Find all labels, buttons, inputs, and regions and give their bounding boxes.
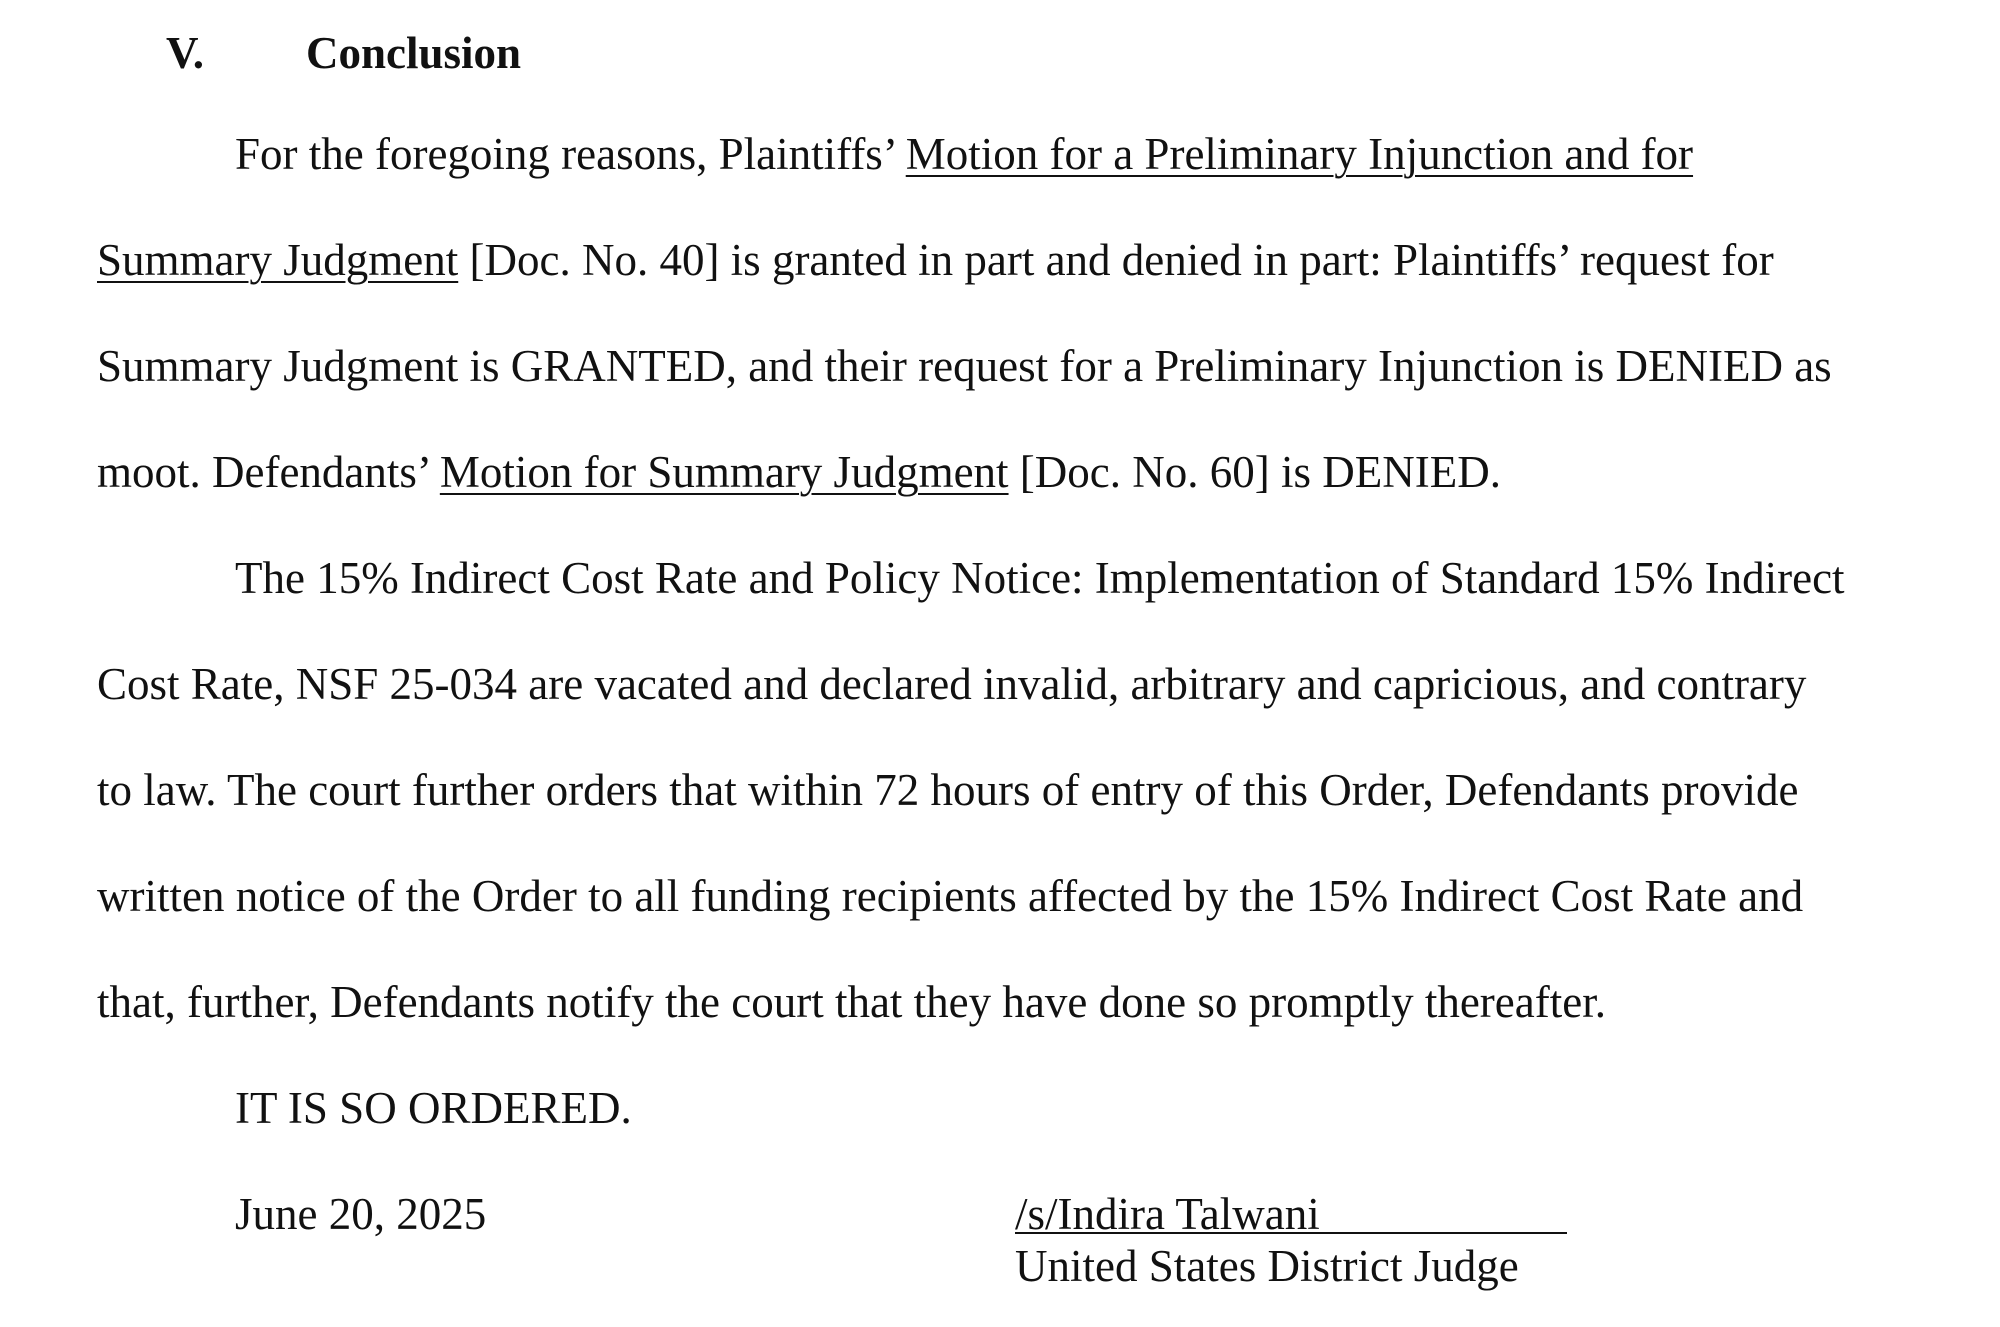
judge-signature: /s/Indira Talwani bbox=[1015, 1189, 1320, 1239]
paragraph-2-line-5: that, further, Defendants notify the court that they have done so promptly thereafter. bbox=[97, 977, 1606, 1027]
text-run: [Doc. No. 60] is DENIED. bbox=[1008, 447, 1501, 497]
paragraph-2-line-3: to law. The court further orders that within 72 hours of entry of this Order, Defendants provide bbox=[97, 765, 1799, 815]
section-title: Conclusion bbox=[306, 28, 522, 78]
order-date: June 20, 2025 bbox=[235, 1189, 487, 1239]
paragraph-1-line-3: Summary Judgment is GRANTED, and their request for a Preliminary Injunction is DENIED as bbox=[97, 341, 1832, 391]
paragraph-1-line-1 bbox=[235, 128, 1693, 180]
motion-title-underlined: Motion for Summary Judgment bbox=[439, 447, 1009, 497]
paragraph-1-line-2 bbox=[97, 234, 1774, 286]
section-number: V. bbox=[166, 28, 204, 78]
motion-title-underlined: Motion for a Preliminary Injunction and for bbox=[905, 129, 1694, 179]
signature-line bbox=[1015, 1232, 1567, 1234]
judge-title: United States District Judge bbox=[1015, 1241, 1519, 1291]
order-statement: IT IS SO ORDERED. bbox=[235, 1083, 632, 1133]
paragraph-2-line-1: The 15% Indirect Cost Rate and Policy Notice: Implementation of Standard 15% Indirect bbox=[235, 553, 1845, 603]
paragraph-2-line-4: written notice of the Order to all funding recipients affected by the 15% Indirect Cost Rate and bbox=[97, 871, 1804, 921]
motion-title-underlined: Summary Judgment bbox=[97, 235, 459, 285]
paragraph-2-line-2: Cost Rate, NSF 25-034 are vacated and declared invalid, arbitrary and capricious, and contrary bbox=[97, 659, 1807, 709]
text-run: moot. Defendants’ bbox=[97, 447, 440, 497]
text-run: [Doc. No. 40] is granted in part and denied in part: Plaintiffs’ request for bbox=[458, 235, 1774, 285]
text-run: For the foregoing reasons, Plaintiffs’ bbox=[235, 129, 906, 179]
paragraph-1-line-4 bbox=[97, 446, 1501, 498]
